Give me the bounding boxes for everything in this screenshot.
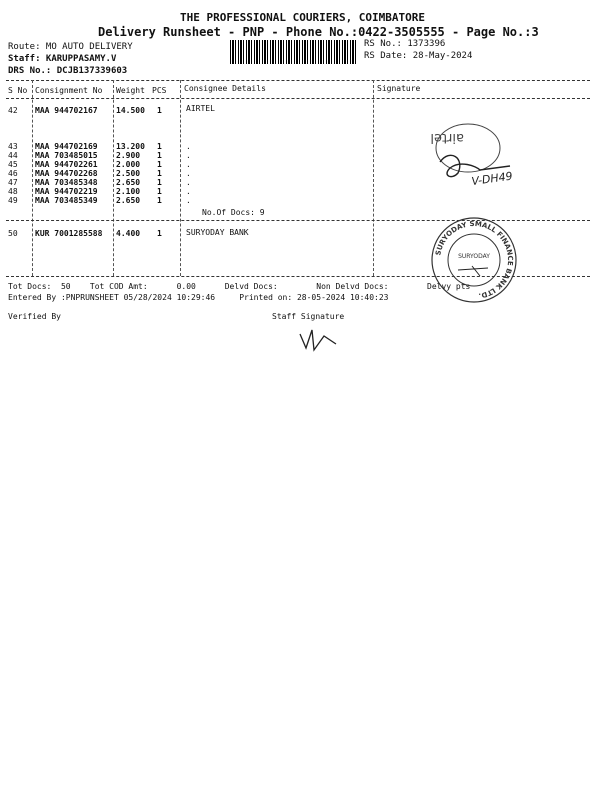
row-sno: 47 [8,178,18,187]
row-pcs: 1 [157,229,162,238]
bank-stamp [428,214,520,306]
row-pcs: 1 [157,178,162,187]
airtel-stamp [420,118,520,198]
table-top-rule [6,80,590,81]
runsheet-subtitle: Delivery Runsheet - PNP - Phone No.:0422-3505555 - Page No.:3 [98,25,539,39]
row-pcs: 1 [157,169,162,178]
row-consignment: MAA 703485015 [35,151,98,160]
bank-stamp-center-text: SURYODAY [458,253,490,260]
row-sno: 42 [8,106,18,115]
route-label: Route: MO AUTO DELIVERY [8,42,133,52]
row-consignment: MAA 944702268 [35,169,98,178]
row-weight: 4.400 [116,229,141,238]
airtel-handwritten: V-DH49 [470,169,514,189]
row-weight: 2.100 [116,187,141,196]
no-of-docs: No.Of Docs: 9 [202,208,265,217]
staff-signature-label: Staff Signature [272,312,345,321]
rs-date: RS Date: 28-May-2024 [364,51,473,61]
entered-by-line: Entered By :PNPRUNSHEET 05/28/2024 10:29:46 Printed on: 28-05-2024 10:40:23 [8,293,389,302]
row-pcs: 1 [157,151,162,160]
bank-stamp-ring-text: SURYODAY SMALL FINANCE BANK LTD. [434,219,515,300]
row-sno: 44 [8,151,18,160]
col-header-consignment: Consignment No [35,86,103,95]
col-header-signature: Signature [377,84,421,93]
row-weight: 13.200 [116,142,145,151]
totals-line: Tot Docs: 50 Tot COD Amt: 0.00 Delvd Docs: Non Delvd Docs: Delvy pts [8,282,471,291]
row-consignment: KUR 7001285588 [35,229,103,238]
row-pcs: 1 [157,106,162,115]
row-weight: 2.500 [116,169,141,178]
airtel-stamp-text: airtel [430,130,464,145]
row-sno: 45 [8,160,18,169]
row-consignee: . [186,169,191,178]
row-consignee: . [186,160,191,169]
row-sno: 43 [8,142,18,151]
row-pcs: 1 [157,196,162,205]
row-consignment: MAA 944702167 [35,106,98,115]
row-weight: 14.500 [116,106,145,115]
row-weight: 2.650 [116,196,141,205]
row-pcs: 1 [157,142,162,151]
col-sep [113,80,114,276]
row-consignment: MAA 944702261 [35,160,98,169]
row-consignment: MAA 944702169 [35,142,98,151]
row-consignee: SURYODAY BANK [186,228,249,237]
table-header-rule [6,98,590,99]
row-sno: 46 [8,169,18,178]
verified-by-label: Verified By [8,312,61,321]
row-consignee: . [186,196,191,205]
staff-label: Staff: KARUPPASAMY.V [8,54,117,64]
col-sep [373,80,374,276]
row-consignment: MAA 944702219 [35,187,98,196]
col-sep [180,80,181,276]
row-pcs: 1 [157,187,162,196]
barcode [230,40,356,64]
row-consignee: AIRTEL [186,104,215,113]
drs-number: DRS No.: DCJB137339603 [8,66,128,76]
row-pcs: 1 [157,160,162,169]
row-consignment: MAA 703485349 [35,196,98,205]
rs-number: RS No.: 1373396 [364,39,446,49]
col-header-sno: S No [8,86,28,95]
row-weight: 2.650 [116,178,141,187]
col-sep [32,80,33,276]
row-sno: 50 [8,229,18,238]
row-weight: 2.000 [116,160,141,169]
staff-signature-mark [296,322,346,356]
row-consignee: . [186,178,191,187]
row-consignee: . [186,142,191,151]
row-sno: 49 [8,196,18,205]
col-header-pcs: PCS [152,86,167,95]
company-title: THE PROFESSIONAL COURIERS, COIMBATORE [180,11,426,24]
row-consignee: . [186,151,191,160]
row-consignment: MAA 703485348 [35,178,98,187]
col-header-consignee: Consignee Details [184,84,266,93]
row-consignee: . [186,187,191,196]
row-weight: 2.900 [116,151,141,160]
col-header-weight: Weight [116,86,145,95]
row-sno: 48 [8,187,18,196]
